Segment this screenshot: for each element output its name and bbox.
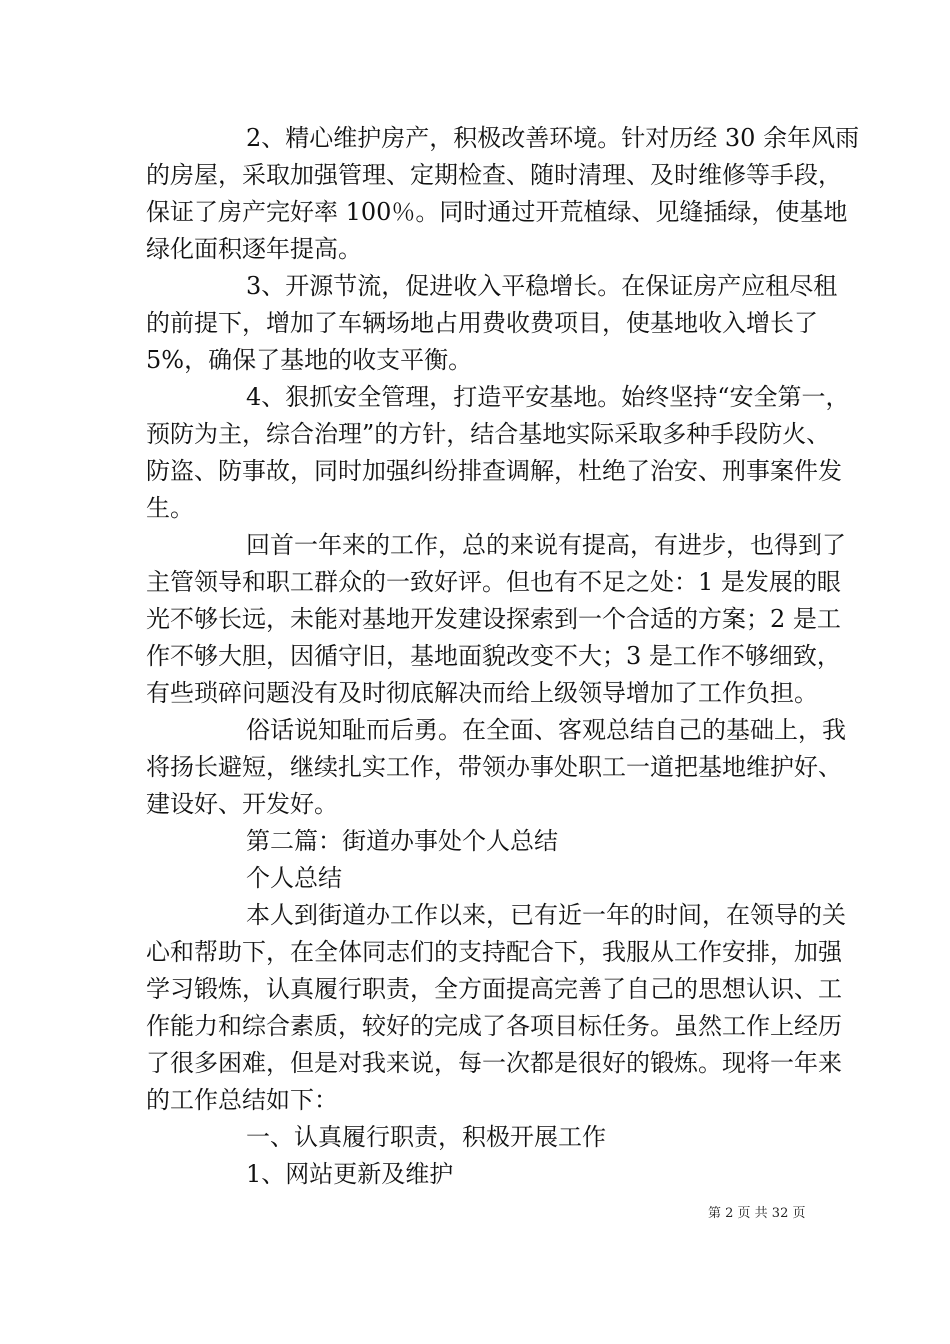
text-line: 了很多困难，但是对我来说，每一次都是很好的锻炼。现将一年来 <box>146 1049 842 1077</box>
text-line: 一、认真履行职责，积极开展工作 <box>246 1123 606 1151</box>
text-line: 5%，确保了基地的收支平衡。 <box>146 346 473 374</box>
text-line: 保证了房产完好率 100％。同时通过开荒植绿、见缝插绿，使基地 <box>146 198 848 226</box>
text-line: 4、狠抓安全管理，打造平安基地。始终坚持“安全第一， <box>246 383 850 411</box>
text-line: 2、精心维护房产，积极改善环境。针对历经 30 余年风雨 <box>246 124 860 152</box>
text-line: 作不够大胆，因循守旧，基地面貌改变不大；3 是工作不够细致， <box>146 642 841 670</box>
text-line: 本人到街道办工作以来，已有近一年的时间，在领导的关 <box>246 901 846 929</box>
text-line: 3、开源节流，促进收入平稳增长。在保证房产应租尽租 <box>246 272 838 300</box>
paragraph-safety <box>146 379 850 527</box>
paragraph-conclusion <box>146 712 846 823</box>
text-line: 防盗、防事故，同时加强纠纷排查调解，杜绝了治安、刑事案件发 <box>146 457 842 485</box>
subsection-heading-website <box>146 1156 811 1193</box>
page-number-footer: 第 2 页 共 32 页 <box>708 1206 806 1221</box>
text-line: 将扬长避短，继续扎实工作，带领办事处职工一道把基地维护好、 <box>146 753 842 781</box>
text-line: 光不够长远，未能对基地开发建设探索到一个合适的方案；2 是工 <box>146 605 841 633</box>
text-line: 主管领导和职工群众的一致好评。但也有不足之处：1 是发展的眼 <box>146 568 841 596</box>
text-line: 回首一年来的工作，总的来说有提高，有进步，也得到了 <box>246 531 846 559</box>
text-line: 第二篇：街道办事处个人总结 <box>246 827 558 855</box>
text-line: 的工作总结如下： <box>146 1086 338 1114</box>
text-line: 预防为主，综合治理”的方针，结合基地实际采取多种手段防火、 <box>146 420 831 448</box>
text-line: 俗话说知耻而后勇。在全面、客观总结自己的基础上，我 <box>246 716 846 744</box>
document-body <box>146 120 860 1193</box>
text-line: 绿化面积逐年提高。 <box>146 235 362 263</box>
text-line: 建设好、开发好。 <box>146 790 338 818</box>
text-line: 有些琐碎问题没有及时彻底解决而给上级领导增加了工作负担。 <box>146 679 818 707</box>
text-line: 作能力和综合素质，较好的完成了各项目标任务。虽然工作上经历 <box>146 1012 842 1040</box>
text-line: 的前提下，增加了车辆场地占用费收费项目，使基地收入增长了 <box>146 309 818 337</box>
paragraph-income <box>146 268 838 379</box>
text-line: 心和帮助下，在全体同志们的支持配合下，我服从工作安排，加强 <box>146 938 842 966</box>
text-line: 1、网站更新及维护 <box>246 1160 454 1188</box>
paragraph-intro <box>146 897 846 1119</box>
text-line: 学习锻炼，认真履行职责，全方面提高完善了自己的思想认识、工 <box>146 975 842 1003</box>
text-line: 的房屋，采取加强管理、定期检查、随时清理、及时维修等手段， <box>146 161 842 189</box>
section-heading-part-two <box>146 823 811 860</box>
paragraph-review <box>146 527 846 712</box>
text-line: 生。 <box>146 494 194 522</box>
paragraph-maintenance <box>146 120 860 268</box>
subheading-personal-summary <box>146 860 811 897</box>
section-heading-one <box>146 1119 811 1156</box>
text-line: 个人总结 <box>246 864 342 892</box>
